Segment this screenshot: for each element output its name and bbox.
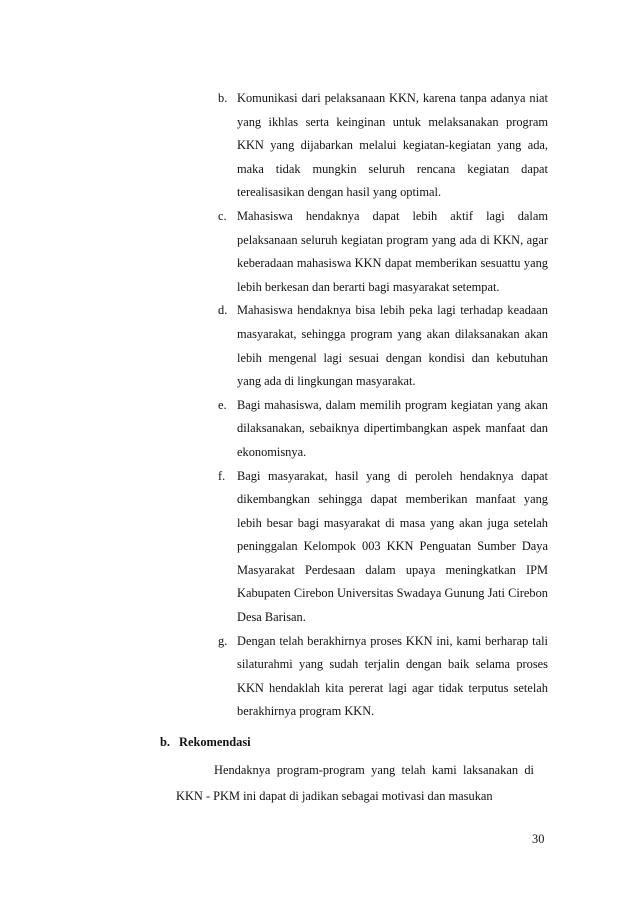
list-marker: g. <box>218 633 228 648</box>
list-item <box>218 630 548 724</box>
list-item-text: Komunikasi dari pelaksanaan KKN, karena tanpa adanya niat yang ikhlas serta keinginan untuk melaksanakan program KKN yang dijabarkan melalui kegiatan-kegiatan yang ada, maka tidak mungkin seluruh rencana kegiatan dapat terealisasikan dengan hasil yang optimal. <box>237 91 548 200</box>
list-item <box>218 465 548 630</box>
list-item <box>218 394 548 465</box>
list-item <box>218 205 548 299</box>
list-marker: e. <box>218 397 227 412</box>
list-item-text: Bagi mahasiswa, dalam memilih program kegiatan yang akan dilaksanakan, sebaiknya dipertimbangkan aspek manfaat dan ekonomisnya. <box>237 397 548 459</box>
list-marker: b. <box>218 91 228 105</box>
list-marker: d. <box>218 303 228 318</box>
list-item-text: Bagi masyarakat, hasil yang di peroleh hendaknya dapat dikembangkan sehingga dapat memberikan manfaat yang lebih besar bagi masyarakat di masa yang akan juga setelah peninggalan Kelompok 003 KKN Penguatan Sumber Daya Masyarakat Perdesaan dalam upaya meningkatkan IPM Kabupaten Cirebon Universitas Swadaya Gunung Jati Cirebon Desa Barisan. <box>237 468 548 625</box>
list-item-text: Mahasiswa hendaknya bisa lebih peka lagi terhadap keadaan masyarakat, sehingga program yang akan dilaksanakan akan lebih mengenal lagi sesuai dengan kondisi dan kebutuhan yang ada di lingkungan masyarakat. <box>237 303 548 389</box>
recommendation-list <box>218 87 548 724</box>
page-number: 30 <box>532 832 545 846</box>
section-heading <box>160 731 251 755</box>
list-marker: f. <box>218 468 226 483</box>
list-item-text: Dengan telah berakhirnya proses KKN ini, kami berharap tali silaturahmi yang sudah terjalin dengan baik selama proses KKN hendaklah kita pererat lagi agar tidak terputus setelah berakhirnya program KKN. <box>237 633 548 719</box>
section-paragraph: Hendaknya program-program yang telah kami laksanakan di KKN - PKM ini dapat di jadikan sebagai motivasi dan masukan <box>176 763 534 804</box>
list-item-text: Mahasiswa hendaknya dapat lebih aktif lagi dalam pelaksanaan seluruh kegiatan program yang ada di KKN, agar keberadaan mahasiswa KKN dapat memberikan sesuattu yang lebih berkesan dan berarti bagi masyarakat setempat. <box>237 208 548 294</box>
section-number: b. <box>160 735 170 749</box>
list-item <box>218 299 548 393</box>
list-item <box>218 87 548 205</box>
list-marker: c. <box>218 208 227 223</box>
section-title: Rekomendasi <box>179 735 251 749</box>
